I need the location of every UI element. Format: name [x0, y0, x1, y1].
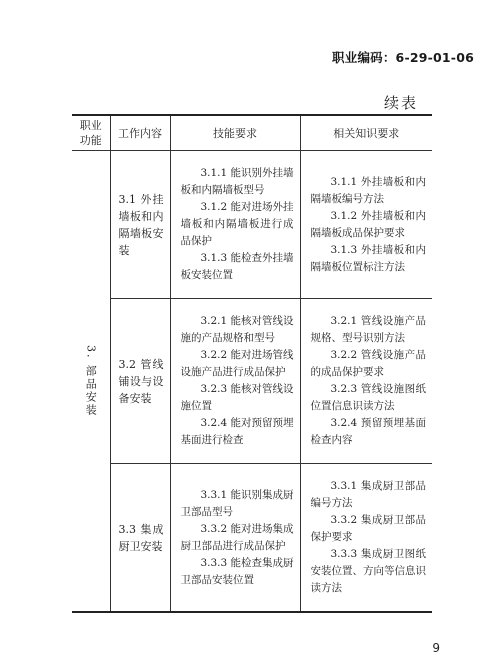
function-cell [72, 151, 110, 613]
knowledge-cell: 3.2.1 管线设施产品规格、型号识别方法 3.2.2 管线设施产品的成品保护要求 3.2.3 管线设施图纸位置信息识读方法 3.2.4 预留预埋基面检查内容 [300, 299, 432, 464]
skills-cell: 3.3.1 能识别集成厨卫部品型号 3.3.2 能对进场集成厨卫部品进行成品保护 3.3.3 能检查集成厨卫部品安装位置 [170, 464, 300, 613]
table-header-row [72, 115, 432, 151]
work-content-cell: 3.2 管线铺设与设备安装 [110, 299, 170, 464]
header-skills: 技能要求 [170, 115, 300, 151]
header-content: 工作内容 [110, 115, 170, 151]
table-row [72, 299, 432, 464]
knowledge-cell: 3.3.1 集成厨卫部品编号方法 3.3.2 集成厨卫部品保护要求 3.3.3 集成厨卫图纸安装位置、方向等信息识读方法 [300, 464, 432, 613]
function-label: 3. 部品安装 [84, 345, 98, 417]
header-knowledge: 相关知识要求 [300, 115, 432, 151]
header-function: 职业功能 [72, 115, 110, 151]
knowledge-cell: 3.1.1 外挂墙板和内隔墙板编号方法 3.1.2 外挂墙板和内隔墙板成品保护要求 3.1.3 外挂墙板和内隔墙板位置标注方法 [300, 151, 432, 299]
skills-cell: 3.2.1 能核对管线设施的产品规格和型号 3.2.2 能对进场管线设施产品进行成品保护 3.2.3 能核对管线设施位置 3.2.4 能对预留预埋基面进行检查 [170, 299, 300, 464]
work-content-cell: 3.3 集成厨卫安装 [110, 464, 170, 613]
skills-cell: 3.1.1 能识别外挂墙板和内隔墙板型号 3.1.2 能对进场外挂墙板和内隔墙板进行成品保护 3.1.3 能检查外挂墙板安装位置 [170, 151, 300, 299]
table-row [72, 151, 432, 299]
table-row [72, 464, 432, 613]
occupation-code: 职业编码：6-29-01-06 [332, 50, 474, 65]
page-number: 9 [432, 641, 440, 655]
skills-table [72, 114, 432, 613]
work-content-cell: 3.1 外挂墙板和内隔墙板安装 [110, 151, 170, 299]
continued-label: 续表 [384, 94, 419, 112]
